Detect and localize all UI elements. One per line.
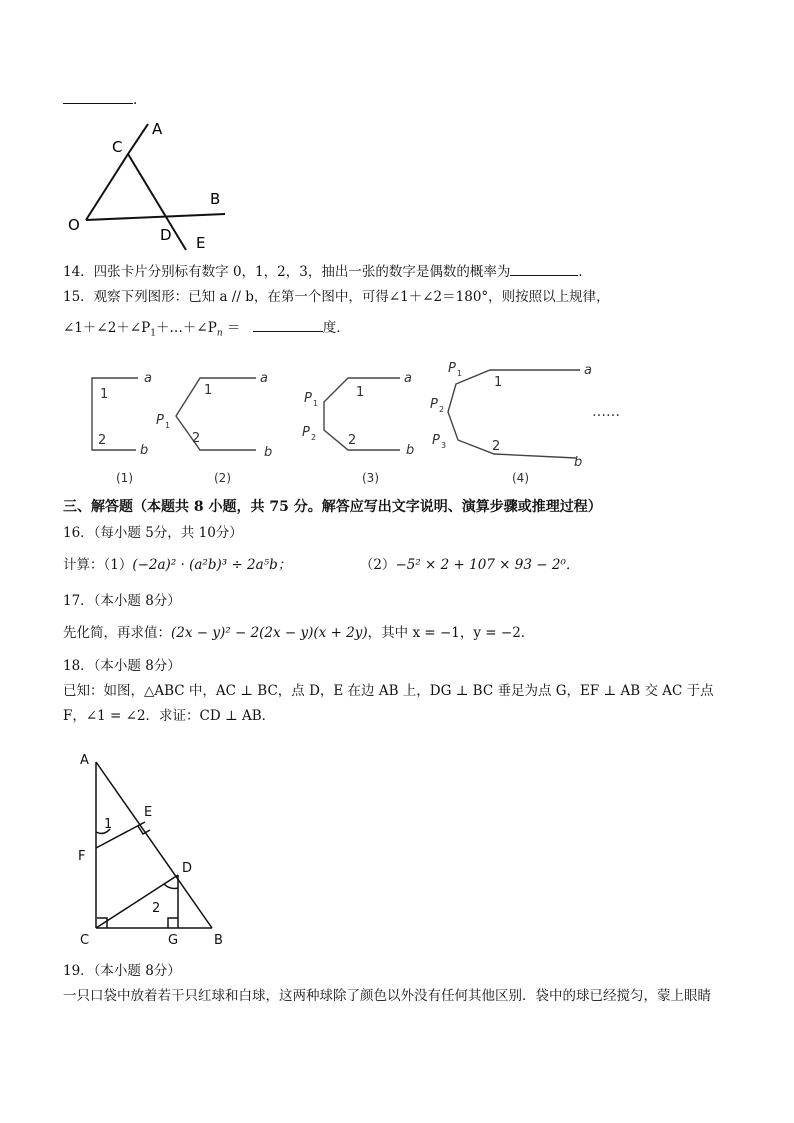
svg-text:1: 1 <box>356 385 365 400</box>
label-d: D <box>160 226 172 244</box>
svg-text:1: 1 <box>457 369 463 378</box>
svg-text:b: b <box>574 455 583 470</box>
question-18-line1: 已知：如图，△ABC 中，AC ⊥ BC，点 D，E 在边 AB 上，DG ⊥ BC 垂足为点 G，EF ⊥ AB 交 AC 于点 <box>63 683 714 699</box>
svg-text:a: a <box>404 371 412 386</box>
svg-text:a: a <box>260 371 268 386</box>
label-b: B <box>214 933 223 948</box>
caption-2: (2) <box>214 471 231 485</box>
label-e: E <box>196 234 206 252</box>
svg-text:2: 2 <box>98 433 107 448</box>
caption-1: (1) <box>116 471 133 485</box>
svg-text:b: b <box>140 443 149 458</box>
answer-blank[interactable] <box>510 262 578 276</box>
question-16-header: 16．（每小题 5分，共 10分） <box>63 525 243 541</box>
svg-text:P: P <box>156 413 164 428</box>
question-15-line2: $\angle 1+\angle 2+\angle P_1+\dots+\angle P_n$ ＝ 度． <box>63 320 350 339</box>
svg-text:1: 1 <box>494 375 503 390</box>
svg-text:1: 1 <box>100 387 109 402</box>
figure-triangle-abc <box>70 748 240 948</box>
svg-text:2: 2 <box>492 439 501 454</box>
label-1: 1 <box>104 817 113 832</box>
svg-text:a: a <box>144 371 152 386</box>
figure-parallel-lines-series <box>80 358 650 488</box>
label-g: G <box>168 933 179 948</box>
svg-text:P: P <box>304 391 312 406</box>
question-17-body: 先化简，再求值：(2x − y)² − 2(2x − y)(x + 2y)，其中 x = −1，y = −2． <box>63 625 535 641</box>
svg-text:1: 1 <box>313 399 319 408</box>
svg-text:1: 1 <box>204 383 213 398</box>
label-o: O <box>68 216 80 234</box>
ellipsis: …… <box>592 404 620 420</box>
q13-answer-line: . <box>63 90 137 109</box>
label-d: D <box>182 861 193 876</box>
svg-text:b: b <box>264 445 273 460</box>
svg-text:1: 1 <box>165 421 171 430</box>
svg-text:P: P <box>302 425 310 440</box>
svg-text:3: 3 <box>441 441 447 450</box>
svg-text:2: 2 <box>348 433 357 448</box>
svg-text:P: P <box>448 361 456 376</box>
label-f: F <box>78 849 86 864</box>
question-19-line1: 一只口袋中放着若干只红球和白球，这两种球除了颜色以外没有任何其他区别．袋中的球已经搅匀，蒙上眼睛 <box>63 988 711 1004</box>
question-17-header: 17．（本小题 8分） <box>63 593 181 609</box>
caption-4: (4) <box>512 471 529 485</box>
svg-text:2: 2 <box>439 405 445 414</box>
label-b: B <box>210 190 221 208</box>
label-a: A <box>152 120 163 138</box>
svg-text:P: P <box>430 397 438 412</box>
label-c: C <box>112 138 123 156</box>
svg-text:a: a <box>584 363 592 378</box>
question-15-line1: 15．观察下列图形：已知 a // b，在第一个图中，可得∠1＋∠2＝180°，则按照以上规律， <box>63 289 610 305</box>
figure-angle-oab <box>60 118 240 253</box>
caption-3: (3) <box>362 471 379 485</box>
question-18-line2: F，∠1 = ∠2．求证：CD ⊥ AB． <box>63 708 276 724</box>
question-14: 14．四张卡片分别标有数字 0，1，2，3，抽出一张的数字是偶数的概率为 ． <box>63 264 592 280</box>
svg-text:2: 2 <box>311 433 317 442</box>
question-16-body: 计算：（1）(−2a)² · (a²b)³ ÷ 2a⁵b； （2）−5² × 2 + 107 × 93 − 2⁰． <box>63 557 580 573</box>
svg-text:P: P <box>432 433 440 448</box>
label-2: 2 <box>152 901 161 916</box>
label-e: E <box>144 805 153 820</box>
svg-text:b: b <box>406 443 415 458</box>
answer-blank[interactable] <box>253 318 323 332</box>
question-18-header: 18．（本小题 8分） <box>63 658 181 674</box>
answer-blank[interactable] <box>63 90 133 104</box>
section-3-heading: 三、解答题（本题共 8 小题，共 75 分。解答应写出文字说明、演算步骤或推理过程） <box>63 499 602 515</box>
svg-text:2: 2 <box>192 431 201 446</box>
label-a: A <box>80 753 89 768</box>
label-c: C <box>80 933 90 948</box>
question-19-header: 19．（本小题 8分） <box>63 963 181 979</box>
